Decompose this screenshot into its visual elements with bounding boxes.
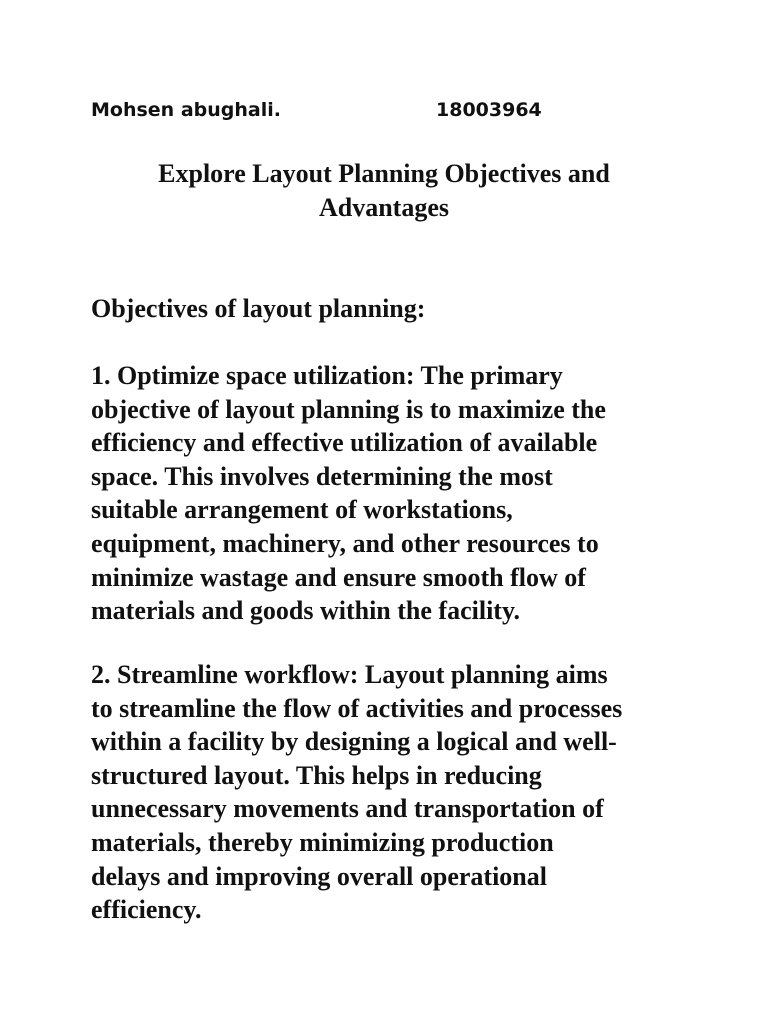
paragraph-streamline-workflow <box>91 658 691 927</box>
paragraph-line: efficiency and effective utilization of available <box>91 428 598 458</box>
author-name: Mohsen abughali. <box>91 99 281 121</box>
paragraph-line: to streamline the flow of activities and processes <box>91 693 623 723</box>
document-title <box>91 157 677 225</box>
section-heading: Objectives of layout planning: <box>91 294 426 323</box>
paragraph-line: suitable arrangement of workstations, <box>91 495 513 525</box>
paragraph-line: unnecessary movements and transportation of <box>91 794 604 824</box>
paragraph-line: minimize wastage and ensure smooth flow of <box>91 562 586 592</box>
paragraph-line: space. This involves determining the most <box>91 461 553 491</box>
title-line: Advantages <box>318 193 449 222</box>
paragraph-line: 2. Streamline workflow: Layout planning aims <box>91 660 608 689</box>
paragraph-line: 1. Optimize space utilization: The primary <box>91 361 563 390</box>
paragraph-line: within a facility by designing a logical and well- <box>91 727 617 757</box>
paragraph-line: efficiency. <box>91 895 202 925</box>
document-header <box>91 96 691 124</box>
paragraph-line: objective of layout planning is to maximize the <box>91 394 606 424</box>
paragraph-line: delays and improving overall operational <box>91 861 547 891</box>
paragraph-line: materials and goods within the facility. <box>91 596 521 626</box>
paragraph-line: materials, thereby minimizing production <box>91 827 554 857</box>
paragraph-line: equipment, machinery, and other resources to <box>91 528 599 558</box>
title-line: Explore Layout Planning Objectives and <box>158 159 610 188</box>
student-id: 18003964 <box>436 99 542 121</box>
paragraph-optimize-space <box>91 359 691 628</box>
paragraph-line: structured layout. This helps in reducing <box>91 760 542 790</box>
